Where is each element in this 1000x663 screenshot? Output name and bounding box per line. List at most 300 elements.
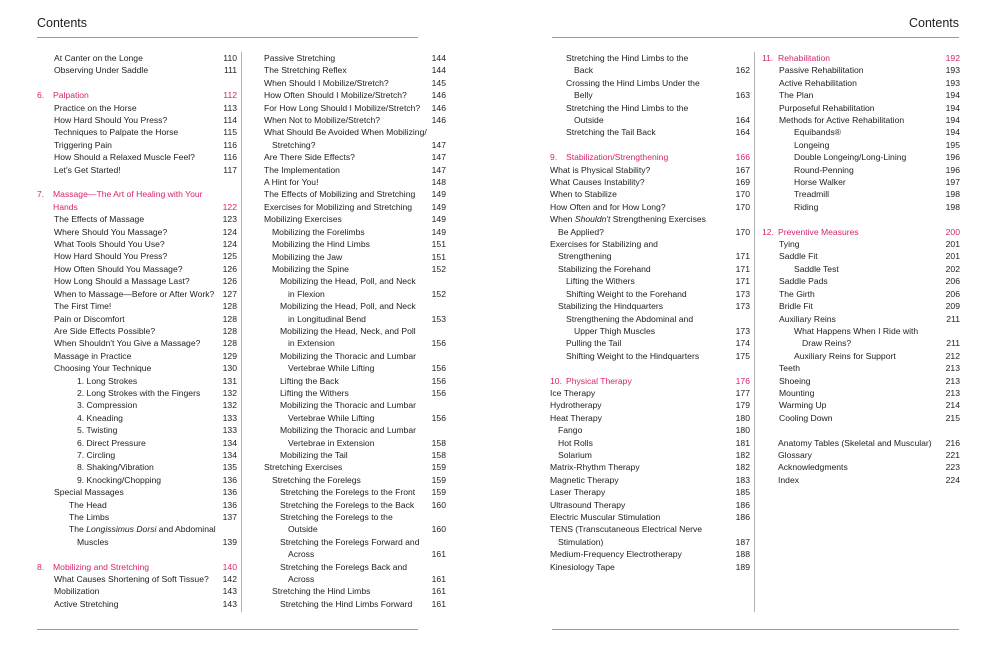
- toc-entry-label: [550, 176, 732, 188]
- toc-entry[interactable]: [762, 102, 960, 114]
- toc-entry-label: [550, 474, 732, 486]
- toc-page-number: 170: [735, 189, 750, 200]
- toc-page-number: 162: [735, 65, 750, 76]
- toc-entry[interactable]: [550, 437, 750, 449]
- toc-entry[interactable]: [264, 412, 446, 424]
- toc-entry[interactable]: [264, 437, 446, 449]
- toc-entry-text: Are There Side Effects?: [264, 152, 355, 163]
- toc-entry-text: How Should a Relaxed Muscle Feel?: [54, 152, 195, 163]
- toc-entry-label: [550, 201, 732, 213]
- toc-entry[interactable]: [550, 275, 750, 287]
- toc-entry-label: [37, 288, 219, 300]
- toc-entry[interactable]: [762, 164, 960, 176]
- toc-entry[interactable]: [264, 64, 446, 76]
- toc-entry[interactable]: [550, 126, 750, 138]
- toc-entry[interactable]: [550, 64, 750, 76]
- toc-entry[interactable]: [37, 585, 237, 597]
- toc-page-number: 211: [946, 338, 960, 349]
- toc-entry-text: Stretching?: [272, 139, 316, 150]
- toc-entry-label: [264, 164, 428, 176]
- toc-entry[interactable]: [37, 139, 237, 151]
- toc-entry[interactable]: [550, 325, 750, 337]
- toc-page-number: 223: [945, 462, 960, 473]
- toc-entry[interactable]: [37, 350, 237, 362]
- toc-entry-label: [550, 313, 746, 325]
- toc-entry-label: [550, 77, 746, 89]
- toc-entry[interactable]: [37, 399, 237, 411]
- toc-entry[interactable]: [762, 350, 960, 362]
- toc-page-number: 139: [222, 536, 237, 547]
- toc-entry[interactable]: [37, 598, 237, 610]
- toc-entry-label: [264, 461, 428, 473]
- chapter-number: 11.: [762, 53, 774, 63]
- toc-entry[interactable]: [550, 313, 750, 325]
- toc-entry-label: [37, 114, 219, 126]
- toc-entry-label: [264, 437, 428, 449]
- toc-entry[interactable]: [37, 300, 237, 312]
- toc-entry-text: Vertebrae While Lifting: [288, 412, 375, 423]
- toc-entry[interactable]: [37, 536, 237, 548]
- toc-entry-text: in Extension: [288, 338, 335, 349]
- toc-entry[interactable]: [762, 412, 960, 424]
- toc-entry[interactable]: [762, 250, 960, 262]
- toc-entry-text: When to Stabilize: [550, 189, 617, 200]
- toc-entry[interactable]: [264, 486, 446, 498]
- toc-entry[interactable]: [762, 275, 960, 287]
- toc-page-number: 136: [222, 487, 237, 498]
- toc-entry[interactable]: [264, 77, 446, 89]
- toc-entry[interactable]: [762, 64, 960, 76]
- toc-entry-text: Shifting Weight to the Forehand: [566, 288, 687, 299]
- toc-entry-text: Mobilization: [54, 586, 100, 597]
- toc-entry[interactable]: [762, 437, 960, 449]
- toc-entry[interactable]: [37, 387, 237, 399]
- toc-entry[interactable]: [264, 139, 446, 151]
- toc-entry-label: [550, 561, 732, 573]
- toc-entry[interactable]: [264, 188, 446, 200]
- toc-entry[interactable]: [264, 151, 446, 163]
- toc-page-number: 193: [945, 77, 960, 88]
- toc-entry-label: [37, 313, 219, 325]
- toc-entry[interactable]: [37, 164, 237, 176]
- toc-entry[interactable]: [264, 337, 446, 349]
- toc-entry[interactable]: [264, 561, 446, 573]
- toc-page-number: 202: [945, 263, 960, 274]
- toc-entry[interactable]: [37, 288, 237, 300]
- toc-entry[interactable]: [550, 486, 750, 498]
- toc-entry-text: Ice Therapy: [550, 387, 596, 398]
- toc-entry[interactable]: [264, 474, 446, 486]
- toc-page-number: 169: [735, 177, 750, 188]
- toc-entry-text: Purposeful Rehabilitation: [779, 102, 875, 113]
- toc-entry[interactable]: [762, 201, 960, 213]
- toc-entry[interactable]: [550, 449, 750, 461]
- toc-entry-text: Muscles: [77, 536, 109, 547]
- toc-entry[interactable]: [762, 263, 960, 275]
- toc-entry[interactable]: [37, 64, 237, 76]
- toc-page-number: 161: [431, 574, 446, 585]
- toc-entry[interactable]: [37, 412, 237, 424]
- toc-entry-text: Stretching the Forelegs Back and: [280, 561, 408, 572]
- toc-entry[interactable]: [550, 399, 750, 411]
- toc-entry-text: Mounting: [779, 387, 815, 398]
- toc-entry[interactable]: [264, 399, 446, 411]
- toc-entry-text: Massage—The Art of Healing with Your: [53, 189, 203, 200]
- toc-entry-text: Medium-Frequency Electrotherapy: [550, 549, 682, 560]
- toc-entry[interactable]: [37, 52, 237, 64]
- toc-entry[interactable]: [37, 275, 237, 287]
- toc-entry-label: [37, 598, 219, 610]
- toc-entry-label: [37, 226, 219, 238]
- toc-page-number: 116: [223, 152, 237, 163]
- chapter-number: 12.: [762, 226, 774, 237]
- toc-entry-text: Round-Penning: [794, 164, 854, 175]
- toc-entry[interactable]: [264, 313, 446, 325]
- toc-page-number: 133: [222, 425, 237, 436]
- toc-entry-label: [264, 77, 428, 89]
- toc-entry[interactable]: [550, 250, 750, 262]
- toc-entry[interactable]: [550, 499, 750, 511]
- toc-entry[interactable]: [264, 375, 446, 387]
- toc-entry-text: Longeing: [794, 139, 830, 150]
- toc-entry-label: [762, 387, 942, 399]
- toc-entry[interactable]: [550, 350, 750, 362]
- toc-entry-text: The Effects of Massage: [54, 214, 145, 225]
- toc-entry[interactable]: [264, 300, 446, 312]
- spacer: [550, 139, 750, 151]
- toc-entry[interactable]: [762, 449, 960, 461]
- toc-entry[interactable]: [37, 362, 237, 374]
- toc-entry[interactable]: [550, 387, 750, 399]
- toc-entry-label: [37, 399, 219, 411]
- toc-entry[interactable]: [762, 139, 960, 151]
- toc-entry[interactable]: [37, 250, 237, 262]
- toc-entry[interactable]: [762, 176, 960, 188]
- toc-entry-text: Riding: [794, 201, 819, 212]
- toc-entry-label: [37, 499, 219, 511]
- toc-entry[interactable]: [550, 474, 750, 486]
- toc-entry[interactable]: [264, 424, 446, 436]
- toc-chapter-heading[interactable]: [550, 151, 750, 163]
- toc-entry-label: [264, 375, 428, 387]
- toc-entry-label: [762, 114, 942, 126]
- toc-chapter-heading[interactable]: [37, 201, 237, 213]
- toc-entry[interactable]: [37, 238, 237, 250]
- toc-entry-label: [550, 89, 732, 101]
- toc-entry-text: Stretching the Hind Limbs: [272, 586, 371, 597]
- toc-entry-label: [264, 573, 428, 585]
- toc-entry-text: How Long Should a Massage Last?: [54, 276, 190, 287]
- toc-entry[interactable]: [762, 461, 960, 473]
- toc-entry[interactable]: [37, 151, 237, 163]
- toc-entry-text: Crossing the Hind Limbs Under the: [566, 77, 700, 88]
- toc-entry[interactable]: [264, 251, 446, 263]
- toc-entry-label: [762, 263, 942, 275]
- toc-entry[interactable]: [37, 523, 237, 535]
- toc-entry-label: [264, 213, 428, 225]
- toc-entry[interactable]: [37, 449, 237, 461]
- toc-entry[interactable]: [264, 238, 446, 250]
- toc-entry[interactable]: [762, 474, 960, 486]
- toc-entry[interactable]: [37, 313, 237, 325]
- toc-entry[interactable]: [264, 350, 446, 362]
- toc-entry[interactable]: [762, 77, 960, 89]
- toc-entry-text: Stretching the Hind Limbs to the: [566, 102, 689, 113]
- toc-entry[interactable]: [762, 399, 960, 411]
- toc-entry[interactable]: [264, 126, 446, 138]
- toc-entry-label: [550, 548, 732, 560]
- toc-entry[interactable]: [264, 164, 446, 176]
- toc-entry[interactable]: [550, 300, 750, 312]
- toc-entry[interactable]: [550, 102, 750, 114]
- chapter-number: 6.: [37, 90, 45, 101]
- toc-entry-label: [550, 151, 732, 163]
- toc-entry[interactable]: [550, 201, 750, 213]
- toc-entry-label: [37, 164, 219, 176]
- toc-page-number: 152: [431, 263, 446, 274]
- toc-entry[interactable]: [550, 548, 750, 560]
- toc-entry[interactable]: [264, 263, 446, 275]
- toc-page-number: 147: [431, 164, 446, 175]
- toc-entry[interactable]: [550, 424, 750, 436]
- toc-chapter-heading[interactable]: [550, 375, 750, 387]
- toc-entry[interactable]: [37, 126, 237, 138]
- toc-entry[interactable]: [762, 337, 960, 349]
- toc-entry[interactable]: [37, 226, 237, 238]
- toc-entry[interactable]: [550, 412, 750, 424]
- toc-entry[interactable]: [264, 213, 446, 225]
- toc-entry[interactable]: [550, 77, 750, 89]
- toc-entry[interactable]: [550, 536, 750, 548]
- toc-entry[interactable]: [264, 201, 446, 213]
- toc-entry-text: Stretching the Forelegs to the Front: [280, 487, 416, 498]
- toc-entry[interactable]: [550, 263, 750, 275]
- toc-page-number: 194: [945, 115, 960, 126]
- toc-entry[interactable]: [37, 337, 237, 349]
- toc-entry[interactable]: [37, 499, 237, 511]
- toc-entry[interactable]: [550, 89, 750, 101]
- toc-entry-label: [264, 523, 428, 535]
- toc-entry[interactable]: [550, 213, 750, 225]
- toc-entry-label: [264, 511, 442, 523]
- toc-entry-label: [264, 263, 428, 275]
- toc-entry[interactable]: [264, 275, 446, 287]
- toc-chapter-heading[interactable]: [37, 89, 237, 101]
- toc-entry[interactable]: [264, 499, 446, 511]
- toc-entry-text: Laser Therapy: [550, 487, 606, 498]
- toc-entry-text: Mobilizing the Head, Neck, and Poll: [280, 325, 416, 336]
- toc-page-number: 194: [945, 90, 960, 101]
- toc-entry[interactable]: [37, 474, 237, 486]
- toc-entry[interactable]: [37, 424, 237, 436]
- toc-entry-text: Horse Walker: [794, 177, 846, 188]
- toc-entry-label: [762, 300, 942, 312]
- toc-entry[interactable]: [762, 188, 960, 200]
- toc-chapter-heading[interactable]: [762, 226, 960, 238]
- toc-chapter-heading[interactable]: [37, 188, 237, 200]
- toc-entry-text: What is Physical Stability?: [550, 164, 651, 175]
- toc-entry-label: [762, 461, 942, 473]
- toc-entry[interactable]: [37, 461, 237, 473]
- toc-page-number: 152: [431, 288, 446, 299]
- toc-entry[interactable]: [37, 573, 237, 585]
- toc-page-number: 146: [431, 102, 446, 113]
- toc-entry-text: Exercises for Mobilizing and Stretching: [264, 201, 413, 212]
- toc-entry[interactable]: [264, 102, 446, 114]
- toc-entry[interactable]: [264, 585, 446, 597]
- toc-entry[interactable]: [264, 523, 446, 535]
- toc-page-number: 194: [945, 102, 960, 113]
- toc-entry-label: [264, 399, 442, 411]
- toc-entry[interactable]: [37, 263, 237, 275]
- toc-entry-text: Draw Reins?: [802, 338, 852, 349]
- toc-entry-text: When to Massage—Before or After Work?: [54, 288, 215, 299]
- toc-entry-text: 3. Compression: [77, 400, 138, 411]
- toc-entry[interactable]: [264, 598, 446, 610]
- toc-entry-text: Strengthening the Abdominal and: [566, 313, 694, 324]
- toc-entry[interactable]: [264, 511, 446, 523]
- toc-entry[interactable]: [264, 89, 446, 101]
- toc-entry-text: How Hard Should You Press?: [54, 115, 168, 126]
- toc-entry-text: Outside: [288, 524, 318, 535]
- toc-entry[interactable]: [550, 188, 750, 200]
- toc-entry[interactable]: [264, 573, 446, 585]
- toc-entry-label: [550, 375, 732, 387]
- toc-entry[interactable]: [550, 238, 750, 250]
- toc-entry[interactable]: [550, 114, 750, 126]
- toc-entry-label: [37, 89, 219, 101]
- toc-entry[interactable]: [762, 300, 960, 312]
- toc-entry-label: [550, 499, 732, 511]
- toc-entry[interactable]: [762, 313, 960, 325]
- toc-entry[interactable]: [264, 387, 446, 399]
- toc-entry[interactable]: [762, 114, 960, 126]
- toc-entry[interactable]: [37, 114, 237, 126]
- toc-entry-label: [37, 325, 219, 337]
- toc-page-number: 213: [945, 375, 960, 386]
- toc-page-number: 159: [431, 474, 446, 485]
- toc-chapter-heading[interactable]: [762, 52, 960, 64]
- toc-entry-text: Shoeing: [779, 375, 811, 386]
- toc-entry-label: [550, 164, 732, 176]
- toc-entry[interactable]: [550, 523, 750, 535]
- toc-page-number: 149: [431, 214, 446, 225]
- toc-entry-text: 5. Twisting: [77, 425, 118, 436]
- toc-entry[interactable]: [550, 511, 750, 523]
- toc-page-number: 123: [222, 214, 237, 225]
- toc-entry-label: [37, 188, 233, 200]
- toc-entry[interactable]: [37, 375, 237, 387]
- toc-page-number: 160: [431, 524, 446, 535]
- toc-entry[interactable]: [264, 362, 446, 374]
- toc-entry[interactable]: [264, 461, 446, 473]
- toc-entry[interactable]: [37, 486, 237, 498]
- toc-page-number: 197: [945, 177, 960, 188]
- toc-page-number: 209: [945, 301, 960, 312]
- toc-entry-label: [550, 226, 732, 238]
- toc-entry-label: [37, 486, 219, 498]
- toc-page-number: 156: [431, 387, 446, 398]
- toc-page-number: 213: [945, 363, 960, 374]
- toc-entry-text: Choosing Your Technique: [54, 363, 152, 374]
- toc-column-2: [241, 52, 446, 612]
- toc-page-number: 151: [431, 251, 446, 262]
- toc-entry[interactable]: [550, 561, 750, 573]
- toc-entry[interactable]: [264, 176, 446, 188]
- toc-page-number: 146: [431, 115, 446, 126]
- toc-entry[interactable]: [762, 238, 960, 250]
- toc-entry-text: Lifting the Back: [280, 375, 339, 386]
- toc-entry[interactable]: [550, 288, 750, 300]
- toc-entry-label: [264, 350, 442, 362]
- toc-entry[interactable]: [762, 151, 960, 163]
- toc-entry-text: What Causes Instability?: [550, 177, 645, 188]
- toc-entry[interactable]: [37, 437, 237, 449]
- toc-entry[interactable]: [264, 226, 446, 238]
- toc-page-number: 164: [735, 127, 750, 138]
- toc-entry[interactable]: [264, 288, 446, 300]
- toc-entry[interactable]: [37, 102, 237, 114]
- toc-entry[interactable]: [37, 213, 237, 225]
- toc-entry[interactable]: [550, 52, 750, 64]
- toc-entry[interactable]: [264, 536, 446, 548]
- toc-entry[interactable]: [762, 89, 960, 101]
- toc-entry-text: Active Stretching: [54, 598, 119, 609]
- toc-entry[interactable]: [550, 461, 750, 473]
- toc-entry-label: [264, 126, 442, 138]
- toc-chapter-heading[interactable]: [37, 561, 237, 573]
- toc-entry[interactable]: [264, 52, 446, 64]
- toc-entry-label: [762, 449, 942, 461]
- toc-entry-text: How Hard Should You Press?: [54, 251, 168, 262]
- toc-entry-label: [550, 486, 732, 498]
- toc-entry[interactable]: [550, 164, 750, 176]
- toc-entry-text: Belly: [574, 90, 593, 101]
- toc-entry-label: [37, 437, 219, 449]
- toc-page-number: 189: [735, 561, 750, 572]
- toc-entry-text: At Canter on the Longe: [54, 53, 143, 63]
- toc-entry[interactable]: [762, 288, 960, 300]
- toc-entry-text: Mobilizing the Jaw: [272, 251, 343, 262]
- spacer: [37, 77, 237, 89]
- toc-entry-label: [264, 64, 428, 76]
- toc-entry[interactable]: [37, 325, 237, 337]
- toc-entry[interactable]: [762, 325, 960, 337]
- toc-entry[interactable]: [550, 176, 750, 188]
- toc-entry[interactable]: [264, 548, 446, 560]
- toc-entry[interactable]: [264, 449, 446, 461]
- toc-page-number: 221: [945, 449, 960, 460]
- toc-entry[interactable]: [264, 114, 446, 126]
- toc-entry-text: Anatomy Tables (Skeletal and Muscular): [778, 437, 932, 448]
- toc-page-number: 215: [945, 412, 960, 423]
- toc-entry[interactable]: [762, 375, 960, 387]
- toc-page-number: 117: [223, 164, 237, 175]
- toc-entry-label: [37, 52, 219, 64]
- toc-page-number: 198: [945, 189, 960, 200]
- toc-entry-label: [264, 387, 428, 399]
- toc-entry[interactable]: [264, 325, 446, 337]
- toc-entry[interactable]: [550, 337, 750, 349]
- toc-page-number: 179: [735, 400, 750, 411]
- toc-entry-label: [37, 387, 219, 399]
- toc-entry[interactable]: [762, 387, 960, 399]
- toc-entry-text: The First Time!: [54, 301, 112, 312]
- toc-entry[interactable]: [550, 226, 750, 238]
- toc-entry[interactable]: [37, 511, 237, 523]
- toc-entry[interactable]: [762, 362, 960, 374]
- toc-entry[interactable]: [762, 126, 960, 138]
